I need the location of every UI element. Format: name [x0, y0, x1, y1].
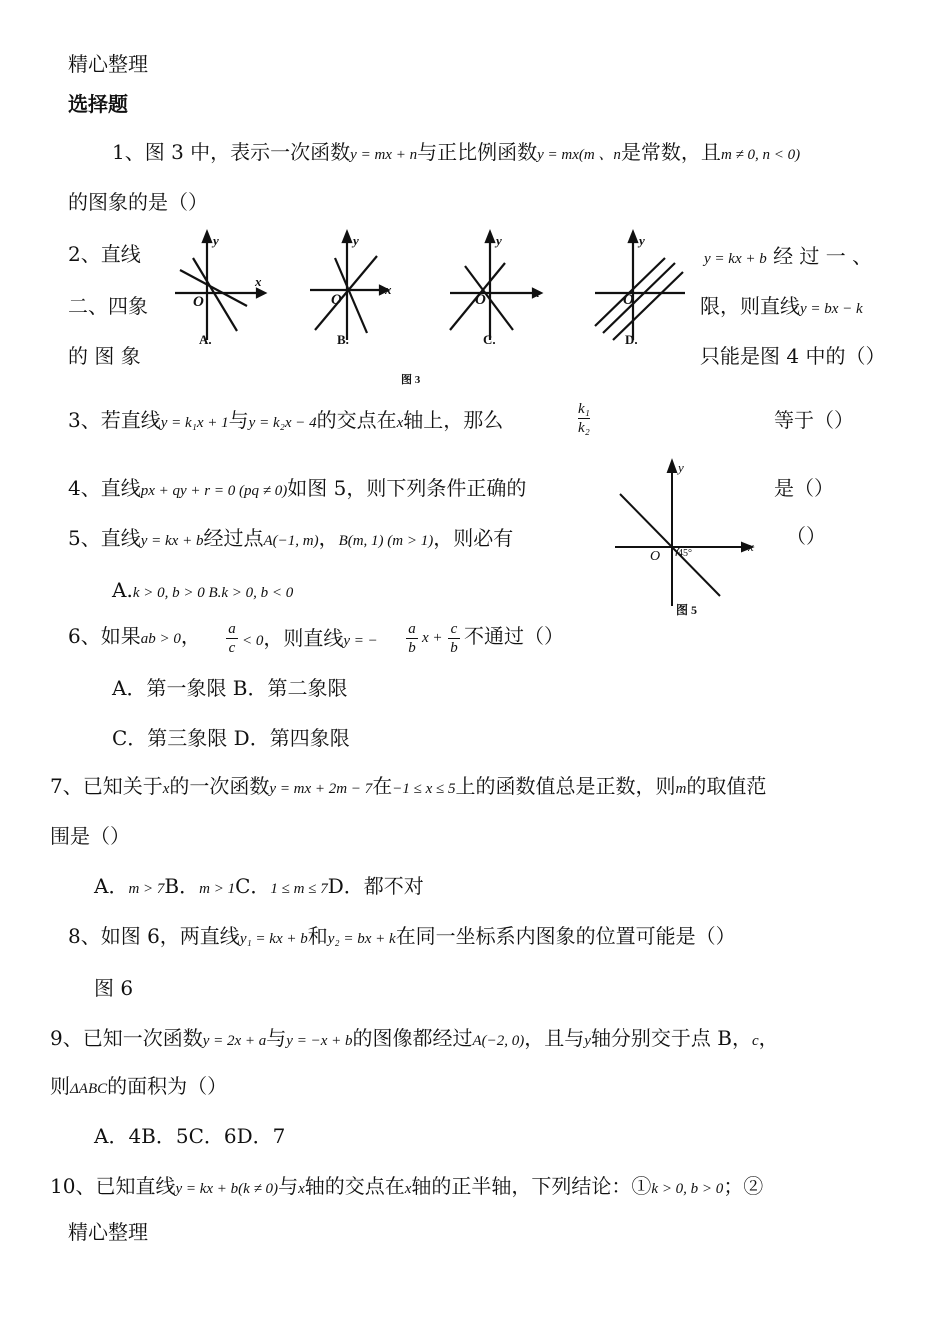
q9-formula-2: y = −x + b	[286, 1033, 353, 1049]
q8-text-a: 8、如图 6，两直线	[68, 924, 240, 948]
q2-text-c: 二、四象	[68, 294, 148, 318]
q7-text-a: 7、已知关于	[50, 774, 163, 798]
q2-text-e: 的 图 象	[68, 344, 141, 368]
q5-formula-4: k > 0, b > 0 B.k > 0, b < 0	[132, 585, 294, 601]
q7-text-e: 的取值范	[686, 774, 767, 798]
q7-opt-b: B．	[164, 874, 200, 898]
q9-text-g: ，	[758, 1026, 779, 1050]
q5-text-b: 经过点	[203, 526, 264, 550]
q7-text-c: 在	[372, 774, 393, 798]
q3-text-c: 的交点在	[316, 408, 397, 432]
q6-frac2-num: a	[406, 620, 418, 639]
q10-formula-3: x	[404, 1181, 412, 1197]
fig3-c-o: O	[475, 292, 486, 308]
q3-text-d: 轴上，那么	[403, 408, 504, 432]
q10-formula-1: y = kx + b(k ≠ 0)	[175, 1181, 279, 1197]
q3-frac-den: k₂	[578, 420, 590, 436]
q6-frac3-num: c	[448, 620, 460, 639]
q2-formula-1: y = kx + b	[704, 251, 767, 267]
q5-formula-2: A(−1, m)	[263, 533, 319, 549]
q7-formula-4: m	[675, 781, 687, 797]
fig3-d-y: y	[639, 233, 645, 248]
question-5	[68, 526, 513, 553]
q3-formula-3: x	[396, 415, 404, 431]
q9-line-2	[50, 1074, 227, 1101]
q10-text-e: ；②	[723, 1174, 764, 1198]
q3-text-b: 与	[228, 408, 249, 432]
fig3-a-x: x	[255, 274, 262, 289]
q6-formula-1: ab > 0	[140, 631, 181, 647]
q4-text-c: 是（）	[774, 476, 834, 500]
question-10	[50, 1174, 763, 1201]
q9-line2-a: 则	[50, 1074, 70, 1098]
q9-formula-3: A(−2, 0)	[472, 1033, 525, 1049]
q7-formula-1: x	[162, 781, 170, 797]
q6-text-c: 不通过（）	[464, 624, 564, 648]
q8-figure-label: 图 6	[94, 976, 134, 1000]
q9-text-a: 9、已知一次函数	[50, 1026, 203, 1050]
q1-formula-3: m ≠ 0, n < 0)	[720, 147, 801, 163]
q6-frac-3	[448, 620, 460, 657]
q4-text-b: 如图 5，则下列条件正确的	[287, 476, 527, 500]
q6-text-b: ，则直线	[263, 626, 344, 650]
q9-formula-6: ΔABC	[70, 1081, 108, 1097]
q5-sep: ，	[318, 526, 339, 550]
q6-formula-3: y = −	[343, 633, 378, 649]
fig3-label-c: C.	[483, 332, 496, 347]
q9-line2-b: 的面积为（）	[107, 1074, 228, 1098]
q3-fraction	[578, 400, 590, 437]
q8-text-c: 在同一坐标系内图象的位置可能是（）	[395, 924, 736, 948]
q6-line-1-b	[242, 626, 378, 653]
q9-text-e: 轴分别交于点 B，	[590, 1026, 752, 1050]
q1-text-a: 1、图 3 中，表示一次函数	[112, 140, 351, 164]
q7-options	[94, 874, 424, 901]
q5-text-c: ，则必有	[433, 526, 514, 550]
fig3-d-o: O	[623, 292, 634, 308]
q7-opt-d: D．都不对	[327, 874, 424, 898]
q9-options: A．4B．5C．6D．7	[94, 1124, 286, 1148]
fig3-label-d: D.	[625, 332, 638, 347]
figure-5	[610, 456, 770, 621]
q10-formula-4: k > 0, b > 0	[651, 1181, 724, 1197]
question-4	[68, 476, 526, 503]
q9-formula-4: y	[584, 1033, 591, 1049]
q10-text-b: 与	[278, 1174, 299, 1198]
q5-options	[112, 578, 293, 605]
q6-frac1-num: a	[226, 620, 238, 639]
q2-text-d: 限，则直线	[700, 294, 800, 318]
fig3-label-a: A.	[199, 332, 212, 347]
q7-formula-b: m > 1	[199, 881, 236, 897]
q4-text-a: 4、直线	[68, 476, 141, 500]
q9-text-c: 的图像都经过	[352, 1026, 473, 1050]
figure-3-graph-c	[450, 232, 541, 340]
q4-formula-1: px + qy + r = 0 (pq ≠ 0)	[140, 483, 288, 499]
question-9	[50, 1026, 779, 1053]
q10-formula-2: x	[298, 1181, 305, 1197]
q6-frac1-den: c	[228, 640, 236, 656]
fig3-label-b: B.	[337, 332, 349, 347]
fig3-b-o: O	[331, 292, 342, 308]
fig5-y: y	[678, 460, 684, 475]
q6-sep: ，	[180, 624, 201, 648]
figure-3	[165, 228, 685, 388]
q6-options-1: A．第一象限 B．第二象限	[112, 676, 348, 700]
fig5-angle: 45°	[678, 548, 692, 559]
figure-3-graph-b	[310, 232, 388, 340]
q2-text-a: 2、直线	[68, 242, 141, 266]
q5-formula-1: y = kx + b	[140, 533, 204, 549]
page-footer: 精心整理	[68, 1220, 148, 1244]
q6-frac-1	[226, 620, 238, 657]
q6-frac3-den: b	[450, 640, 458, 656]
figure-3-graph-a	[175, 232, 265, 340]
fig3-c-x: x	[533, 285, 540, 300]
q1-text-c: 是常数，且	[620, 140, 721, 164]
q1-formula-2: y = mx(m 、n	[537, 147, 621, 163]
q5-formula-3: B(m, 1) (m > 1)	[338, 533, 434, 549]
q9-formula-5: c	[752, 1033, 759, 1049]
q7-formula-c: 1 ≤ m ≤ 7	[270, 881, 328, 897]
q6-options-2: C．第三象限 D．第四象限	[112, 726, 350, 750]
question-8	[68, 924, 736, 951]
q2-formula-2: y = bx − k	[800, 301, 863, 317]
q1-text-b: 与正比例函数	[417, 140, 538, 164]
q9-formula-1: y = 2x + a	[202, 1033, 267, 1049]
q7-line-2: 围是（）	[50, 824, 130, 848]
q6-formula-2: < 0	[242, 633, 264, 649]
fig5-x: x	[748, 539, 754, 554]
page-header: 精心整理	[68, 52, 148, 76]
q7-formula-a: m > 7	[128, 881, 165, 897]
q3-formula-1: y = k₁x + 1	[160, 415, 229, 431]
q7-text-b: 的一次函数	[169, 774, 270, 798]
q6-text-a: 6、如果	[68, 624, 141, 648]
q5-opt-a: A.	[112, 578, 133, 602]
section-title: 选择题	[68, 92, 128, 116]
q2-right-2	[700, 294, 863, 321]
q6-frac2-den: b	[408, 640, 416, 656]
question-7	[50, 774, 766, 801]
q6-formula-4: x +	[422, 630, 443, 646]
q3-text-e: 等于（）	[774, 408, 854, 432]
q9-text-b: 与	[266, 1026, 287, 1050]
q7-formula-3: −1 ≤ x ≤ 5	[392, 781, 456, 797]
q8-formula-1: y₁ = kx + b	[239, 931, 308, 947]
q7-opt-a: A．	[94, 874, 129, 898]
fig3-c-y: y	[496, 233, 502, 248]
fig5-o: O	[650, 549, 661, 564]
q7-opt-c: C．	[235, 874, 271, 898]
q5-text-d: （）	[786, 524, 826, 548]
q7-formula-2: y = mx + 2m − 7	[269, 781, 373, 797]
question-1	[112, 140, 800, 167]
fig3-a-o: O	[193, 294, 204, 310]
q10-text-c: 轴的交点在	[304, 1174, 405, 1198]
q3-text-a: 3、若直线	[68, 408, 161, 432]
fig3-a-y: y	[213, 233, 219, 248]
q7-text-d: 上的函数值总是正数，则	[455, 774, 676, 798]
q8-formula-2: y₂ = bx + k	[327, 931, 396, 947]
q2-right-1	[704, 244, 872, 271]
q10-text-a: 10、已知直线	[50, 1174, 176, 1198]
q9-text-d: ，且与	[524, 1026, 585, 1050]
q6-frac-2	[406, 620, 418, 657]
q3-formula-2: y = k₂x − 4	[248, 415, 317, 431]
fig3-b-y: y	[353, 233, 359, 248]
fig5-caption: 图 5	[676, 603, 698, 617]
fig3-caption: 图 3	[401, 374, 421, 386]
q10-text-d: 轴的正半轴，下列结论：①	[411, 1174, 652, 1198]
fig3-b-x: x	[385, 282, 392, 297]
q8-text-b: 和	[307, 924, 328, 948]
question-3	[68, 408, 503, 435]
q1-line-2: 的图象的是（）	[68, 190, 208, 214]
q3-frac-num: k₁	[578, 401, 590, 417]
q1-formula-1: y = mx + n	[350, 147, 418, 163]
q2-text-g: 只能是图 4 中的（）	[700, 344, 886, 368]
q2-text-b: 经 过 一 、	[773, 244, 873, 268]
q6-line-1-a	[68, 624, 201, 651]
figure-3-graph-d	[595, 232, 685, 340]
q5-text-a: 5、直线	[68, 526, 141, 550]
